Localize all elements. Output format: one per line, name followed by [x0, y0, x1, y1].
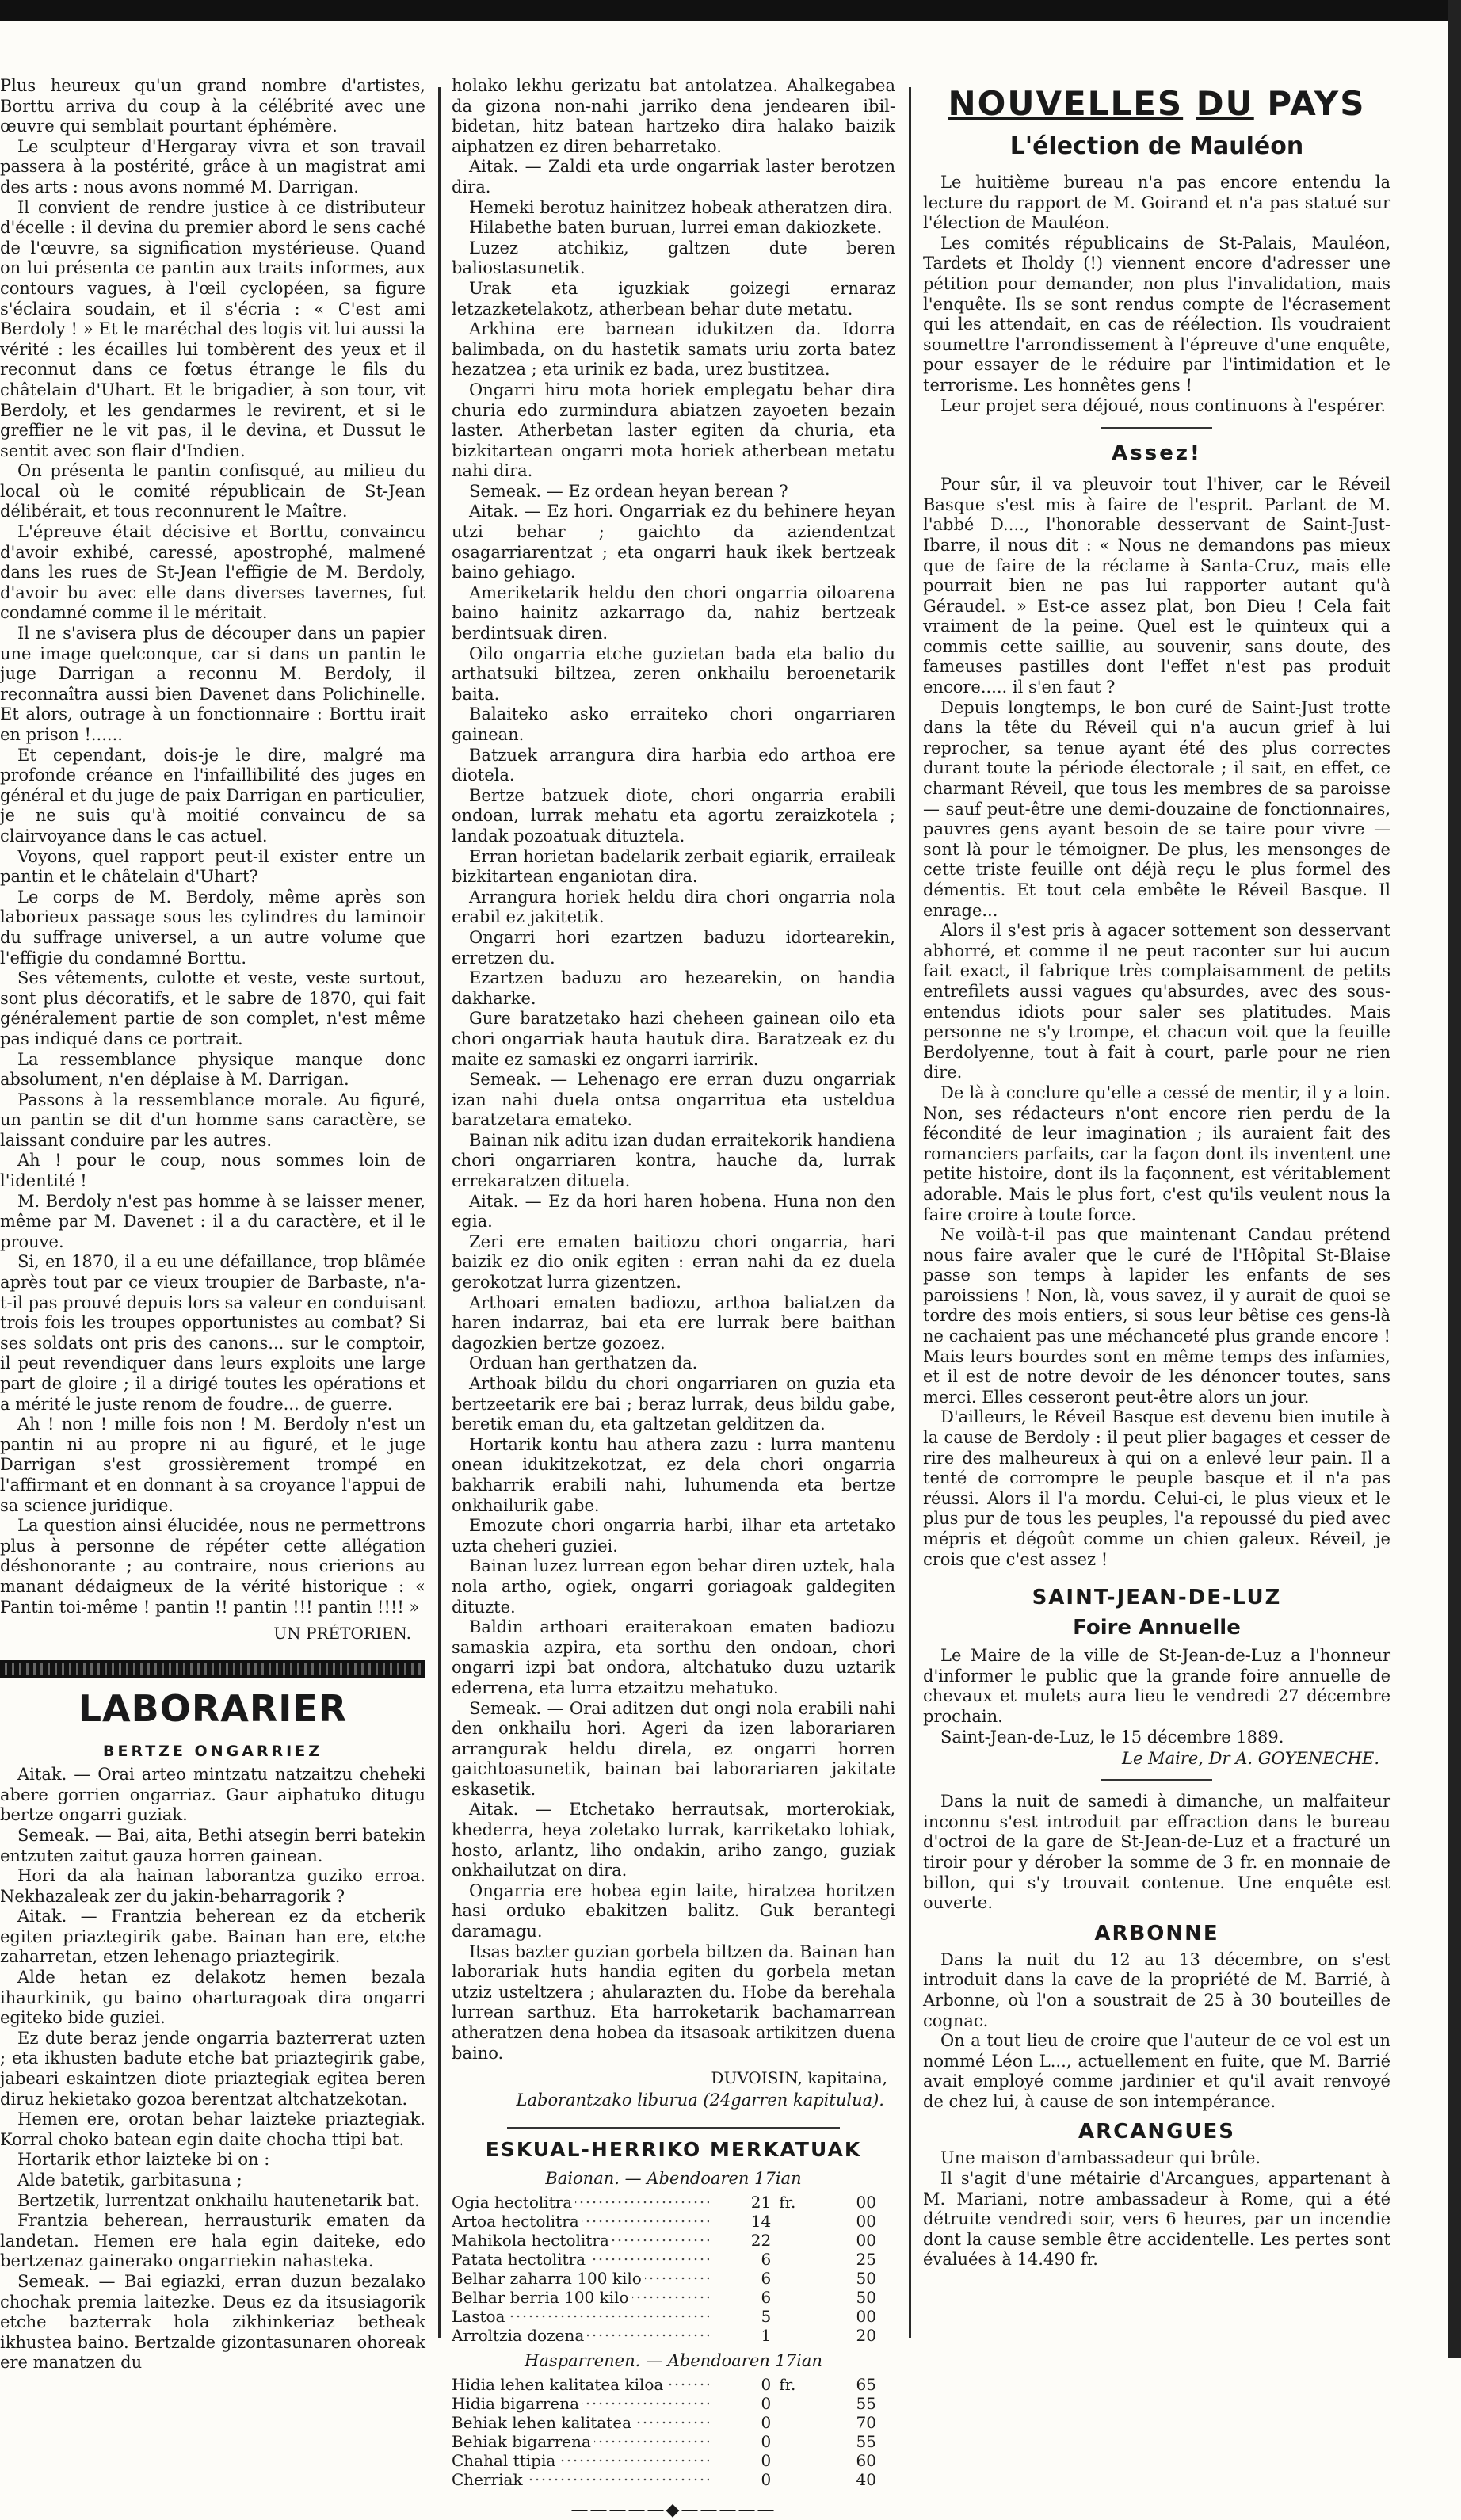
paragraph: Aitak. — Ez da hori haren hobena. Huna non den egia. [452, 1191, 895, 1231]
market-item-cents: 25 [856, 2250, 876, 2270]
paragraph: Alors il s'est pris à agacer sottement son desservant abhorré, et comme il ne peut raconter sur lui aucun fait exact, il fabrique très complaisamment de petits entrefilets aussi vagues qu'absurdes, avec des sous-entendus idiots pour saler ses platitudes. Mais personne ne s'y trompe, et chacun voit que la feuille Berdolyenne, tout à fait à court, parle pour ne rien dire. [923, 921, 1390, 1082]
paragraph: Il ne s'avisera plus de découper dans un papier une image quelconque, car si dans un pantin le juge Darrigan a reconnu M. Berdoly, il reconnaîtra aussi bien Davenet dans Polichinelle. Et alors, outrage à un fonctionnaire : Borttu irait en prison !...... [0, 624, 425, 744]
market-item-unit [771, 2394, 833, 2413]
paragraph: On a tout lieu de croire que l'auteur de ce vol est un nommé Léon L..., actuellement en fuite, que M. Barrié avait employé comme jardinier et qu'il avait renvoyé de chez lui, à cause de son intempérance. [923, 2031, 1390, 2111]
top-border [0, 0, 1461, 21]
market-item-unit [771, 2212, 833, 2231]
paragraph: Hortarik kontu hau athera zazu : lurra mantenu onean idukitzekotzat, ez dela chori ongarria bakharrik erabili nahi, luhumenda eta bertze onkhailurik gabe. [452, 1434, 895, 1515]
section-title-merkatuak: ESKUAL-HERRIKO MERKATUAK [485, 2138, 862, 2162]
paragraph: Semeak. — Bai, aita, Bethi atsegin berri batekin entzuten zaitut gauza horren gainean. [0, 1825, 425, 1865]
market-item-name: Belhar zaharra 100 kilo [452, 2269, 709, 2288]
market-item-price: 6 [761, 2269, 772, 2289]
market-heading-bayonne: Baionan. — Abendoaren 17ian [545, 2169, 802, 2189]
market-item-price: 0 [761, 2451, 772, 2471]
paragraph: Aitak. — Frantzia beherean ez da etcherik egiten priaztegirik gabe. Bainan han ere, etche zaharretan, etzen lehenago priaztegirik. [0, 1907, 425, 1967]
market-item-name: Chahal ttipia [452, 2451, 709, 2470]
paragraph: Orduan han gerthatzen da. [469, 1354, 698, 1373]
market-row [452, 2307, 895, 2326]
headline-assez: Assez! [1112, 441, 1202, 466]
market-item-price: 6 [761, 2250, 772, 2270]
paragraph: Le Maire de la ville de St-Jean-de-Luz a l'honneur d'informer le public que la grande foire annuelle de chevaux et mulets aura lieu le vendredi 27 décembre prochain. [923, 1646, 1390, 1726]
market-item-cents: 55 [856, 2432, 876, 2452]
paragraph: Passons à la ressemblance morale. Au figuré, un pantin se dit d'un homme sans caractère, se laissant conduire par les autres. [0, 1090, 425, 1150]
market-row [452, 2413, 895, 2432]
market-row [452, 2231, 895, 2250]
article-source: Laborantzako liburua (24garren kapitulua). [516, 2090, 884, 2110]
paragraph: Le sculpteur d'Hergaray vivra et son travail passera à la postérité, grâce à un magistrat ami des arts : nous avons nommé M. Darrigan. [0, 136, 425, 197]
paragraph: Frantzia beherean, herrausturik ematen da landetan. Hemen ere hala egin daiteke, edo bertzenaz gainerako ongarriekin nahasteka. [0, 2211, 425, 2271]
market-item-unit [771, 2326, 833, 2345]
paragraph: Dans la nuit de samedi à dimanche, un malfaiteur inconnu s'est introduit par effraction dans le bureau d'octroi de la gare de St-Jean-de-Luz et a fracturé un tiroir pour y dérober la somme de 3 fr. en monnaie de billon, qui s'y trouvait contenue. Une enquête est ouverte. [923, 1792, 1390, 1913]
paragraph: Bainan luzez lurrean egon behar diren uztek, hala nola artho, ogiek, ongarri goriagoak galdegiten dituzte. [452, 1556, 895, 1617]
paragraph: Semeak. — Ez ordean heyan berean ? [469, 481, 788, 501]
paragraph: Arthoak bildu du chori ongarriaren on guzia eta bertzeetarik ere bai ; beraz lurrak, deus bildu gabe, beretik eman du, eta galtzetan gelditzen da. [452, 1374, 895, 1434]
paragraph: Bainan nik aditu izan dudan erraitekorik handiena chori ongarriaren kontra, hauche da, lurrak errekaratzen dituela. [452, 1130, 895, 1191]
paragraph: Semeak. — Lehenago ere erran duzu ongarriak izan nahi duela ontsa ongarritua eta usteldua baratzetara emateko. [452, 1070, 895, 1130]
market-item-price: 14 [750, 2212, 772, 2232]
market-item-unit: fr. [779, 2193, 796, 2213]
market-item-name: Cherriak [452, 2470, 709, 2489]
paragraph: Zeri ere ematen baitiozu chori ongarria, hari baizik ez dio onik egiten : erran nahi da ez duela gerokotzat lurra gizentzen. [452, 1231, 895, 1292]
paragraph: Depuis longtemps, le bon curé de Saint-Just trotte dans la tête du Réveil qui n'a aucun grief à lui reprocher, sa tenue ayant été des plus correctes durant toute la période électorale ; il sait, en effet, ce charmant Réveil, que tous les membres de sa paroisse — sauf peut-être une demi-douzaine de fonctionnaires, pauvres gens ayant besoin de se taire pour vivre — sont là pour le témoigner. De plus, les mensonges de cette triste feuille ont déjà reçu le plus formel des démentis. Et tout cela embête le Réveil Basque. Il enrage... [923, 697, 1390, 920]
paragraph: Aitak. — Etchetako herrautsak, morterokiak, khederra, heya zoletako lurrak, karriketako lohiak, hosto, arlantz, liho ondakin, ariho zango, guziak onkhailutzat on dira. [452, 1800, 895, 1880]
headline-election: L'élection de Mauléon [1009, 132, 1304, 160]
paragraph: Hortarik ethor laizteke bi on : [17, 2150, 270, 2170]
paragraph: Hemeki berotuz hainitzez hobeak atheratzen dira. [469, 197, 894, 217]
paragraph: Voyons, quel rapport peut-il exister entre un pantin et le châtelain d'Uhart? [0, 846, 425, 887]
paragraph: Arrangura horiek heldu dira chori ongarria nola erabil ez jakitetik. [452, 887, 895, 927]
paragraph: Hemen ere, orotan behar laizteke priaztegiak. Korral choko batean egin daite chocha ttipi bat. [0, 2110, 425, 2149]
market-row [452, 2326, 895, 2345]
market-item-cents: 55 [856, 2394, 876, 2414]
market-row [452, 2288, 895, 2307]
paragraph: Dans la nuit du 12 au 13 décembre, on s'est introduit dans la cave de la propriété de M. Barrié, à Arbonne, où l'on a soustrait de 25 à 30 bouteilles de cognac. [923, 1949, 1390, 2030]
market-item-price: 0 [761, 2470, 772, 2490]
paragraph: Oilo ongarria etche guzietan bada eta balio du arthatsuki biltzea, zeren onkhailu beroenetarik baita. [452, 643, 895, 704]
column-rule [909, 87, 911, 2338]
market-item-cents: 00 [856, 2212, 876, 2232]
market-item-price: 1 [761, 2326, 772, 2346]
paragraph: Luzez atchikiz, galtzen dute beren baliostasunetik. [452, 238, 895, 278]
market-row [452, 2451, 895, 2470]
paragraph: Ongarri hiru mota horiek emplegatu behar dira churia edo zurmindura abiatzen zayoeten bezain laster. Atherbetan laster egiten da churia, eta bizkitartean ongarri mota horiek atherbean metatu nahi dira. [452, 380, 895, 481]
divider [507, 2127, 840, 2129]
market-row [452, 2470, 895, 2489]
market-item-name: Arroltzia dozena [452, 2326, 709, 2345]
right-border [1448, 0, 1461, 2358]
market-item-price: 0 [761, 2413, 772, 2433]
section-title-nouvelles: NOUVELLES DU PAYS [948, 84, 1366, 123]
paragraph: Ezartzen baduzu aro hezearekin, on handia dakharke. [452, 968, 895, 1008]
market-row [452, 2432, 895, 2451]
market-item-unit [771, 2470, 833, 2489]
market-heading-hasparren: Hasparrenen. — Abendoaren 17ian [525, 2351, 822, 2371]
paragraph: Aitak. — Ez hori. Ongarriak ez du behinere heyan utzi behar ; gaichto da aziendentzat osagarriarentzat ; eta ongarri hauk ikek bertzeak baino gehiago. [452, 502, 895, 582]
market-item-unit [771, 2307, 833, 2326]
headline-arbonne: ARBONNE [1094, 1921, 1219, 1945]
paragraph: L'épreuve était décisive et Borttu, convaincu d'avoir exhibé, caressé, apostrophé, malmené dans les rues de St-Jean l'effigie de M. Berdoly, d'avoir bu avec elle dans diverses tavernes, fut condamné comme il le méritait. [0, 522, 425, 623]
market-item-name: Artoa hectolitra [452, 2212, 709, 2231]
market-item-price: 0 [761, 2432, 772, 2452]
market-item-name: Patata hectolitra [452, 2250, 709, 2269]
paragraph: Une maison d'ambassadeur qui brûle. [940, 2148, 1261, 2168]
paragraph: Ez dute beraz jende ongarria bazterrerat uzten ; eta ikhusten badute etche bat priaztegirik gabe, jabeari eskaintzen diote priaztegiak egitea beren diruz hekietako gozoa berentzat altchatzekotan. [0, 2028, 425, 2109]
market-item-cents: 40 [856, 2470, 876, 2490]
headline-foire: Foire Annuelle [1073, 1616, 1241, 1640]
paragraph: Arkhina ere barnean idukitzen da. Idorra balimbada, on du hastetik samats uriu zorta batez hezatzea ; eta urinik ez bada, urez bustitzea. [452, 319, 895, 380]
market-item-cents: 70 [856, 2413, 876, 2433]
paragraph: Hori da ala hainan laborantza guziko erroa. Nekhazaleak zer du jakin-beharragorik ? [0, 1866, 425, 1906]
market-item-unit [771, 2451, 833, 2470]
paragraph: M. Berdoly n'est pas homme à se laisser mener, même par M. Davenet : il a du caractère, et il le prouve. [0, 1191, 425, 1251]
article-laborarier-continued [452, 76, 895, 2110]
market-item-unit [771, 2413, 833, 2432]
paragraph: On présenta le pantin confisqué, au milieu du local où le comité républicain de St-Jean délibérait, et tous reconnurent le Maître. [0, 461, 425, 521]
section-title-laborarier: LABORARIER [78, 1687, 348, 1731]
market-item-price: 6 [761, 2288, 772, 2308]
market-item-name: Hidia lehen kalitatea kiloa [452, 2375, 709, 2394]
market-item-name: Belhar berria 100 kilo [452, 2288, 709, 2307]
paragraph: Batzuek arrangura dira harbia edo arthoa ere diotela. [452, 745, 895, 785]
paragraph: La question ainsi élucidée, nous ne permettrons plus à personne de répéter cette allégation déshonorante ; au contraire, nous crierions au manant dédaigneux de la vérité historique : « Pantin toi-même ! pantin !! pantin !!! pantin !!!! » [0, 1516, 425, 1617]
market-row [452, 2193, 895, 2212]
column-left [0, 76, 425, 2373]
market-item-price: 21 [750, 2193, 772, 2213]
paragraph: Semeak. — Orai aditzen dut ongi nola erabili nahi den onkhailu hori. Ageri da izen laborariaren arrangurak heldu direla, ez ongarri horren gaichtoasunetik, bainan bai laborariaren jakitate eskasetik. [452, 1698, 895, 1799]
paragraph: Ameriketarik heldu den chori ongarria oiloarena baino hainitz azkarrago da, nahiz bertzeak berdintsuak diren. [452, 582, 895, 643]
paragraph: Il s'agit d'une métairie d'Arcangues, appartenant à M. Mariani, notre ambassadeur à Rome, qui a été détruite vendredi soir, vers 6 heures, par un incendie dont la cause semble être accidentelle. Les pertes sont évaluées à 14.490 fr. [923, 2169, 1390, 2270]
paragraph: Ongarri hori ezartzen baduzu idortearekin, erretzen du. [452, 927, 895, 968]
market-item-unit [771, 2288, 833, 2307]
market-item-name: Behiak bigarrena [452, 2432, 709, 2451]
market-item-cents: 00 [856, 2307, 876, 2327]
market-item-name: Behiak lehen kalitatea [452, 2413, 709, 2432]
market-item-cents: 20 [856, 2326, 876, 2346]
paragraph: Bertzetik, lurrentzat onkhailu hautenetarik bat. [17, 2190, 420, 2210]
paragraph: Pour sûr, il va pleuvoir tout l'hiver, car le Réveil Basque s'est mis à faire de l'esprit. Parlant de M. l'abbé D...., l'honorable desservant de Saint-Just-Ibarre, il nous dit : « Nous ne demandons pas mieux que de faire de la réclame à Santa-Cruz, mais elle pourrait bien ne pas lui rapporter autant qu'à Géraudel. » Est-ce assez plat, bon Dieu ! Cela fait vraiment de la peine. Quel est le quinteux qui a commis cette saillie, au souvenir, sans doute, des fameuses pastilles dont l'effet n'est pas produit encore..... il s'en faut ? [923, 475, 1390, 697]
paragraph: Bertze batzuek diote, chori ongarria erabili ondoan, lurrak mehatu eta agortu zeraizkotela ; landak pozoatuak dituztela. [452, 785, 895, 846]
market-item-price: 0 [761, 2375, 772, 2395]
market-item-price: 22 [750, 2231, 772, 2251]
paragraph: Aitak. — Orai arteo mintzatu natzaitzu cheheki abere gorrien ongarriaz. Gaur aiphatuko ditugu bertze ongarri guziak. [0, 1765, 425, 1825]
paragraph: Le corps de M. Berdoly, même après son laborieux passage sous les cylindres du laminoir du suffrage universel, a un autre volume que l'effigie du condamné Borttu. [0, 887, 425, 968]
market-item-unit [771, 2250, 833, 2269]
market-row [452, 2250, 895, 2269]
paragraph: Plus heureux qu'un grand nombre d'artistes, Borttu arriva du coup à la célébrité avec une œuvre qui semblait pourtant éphémère. [0, 76, 425, 136]
article-pantin [0, 76, 425, 1643]
article-laborarier [0, 1765, 425, 2373]
ornament: —————◆————— [570, 2500, 776, 2520]
article-signature: UN PRÉTORIEN. [273, 1624, 411, 1644]
market-item-name: Lastoa [452, 2307, 709, 2326]
market-item-cents: 60 [856, 2451, 876, 2471]
paragraph: holako lekhu gerizatu bat antolatzea. Ahalkegabea da gizona non-nahi jarriko dena jendearen ibil-bidetan, hitz batean hartzeko dira halako baizik aiphatzen ez diren beharretako. [452, 76, 895, 156]
paragraph: Le huitième bureau n'a pas encore entendu la lecture du rapport de M. Goirand et n'a pas statué sur l'élection de Mauléon. [923, 173, 1390, 233]
market-item-name: Ogia hectolitra [452, 2193, 709, 2212]
market-item-name: Hidia bigarrena [452, 2394, 709, 2413]
paragraph: Gure baratzetako hazi cheheen gainean oilo eta chori ongarriak hauta hautuk dira. Baratzeak ez du maite ez samaski ez ongarri iarririk. [452, 1009, 895, 1069]
paragraph: Leur projet sera déjoué, nous continuons à l'espérer. [940, 395, 1387, 415]
paragraph: Erran horietan badelarik zerbait egiarik, erraileak bizkitartean enganiotan dira. [452, 846, 895, 887]
column-rule [438, 87, 441, 2338]
headline-arcangues: ARCANGUES [1078, 2120, 1236, 2144]
ornamental-band [0, 1660, 425, 1678]
headline-saint-jean-de-luz: SAINT-JEAN-DE-LUZ [1032, 1586, 1282, 1610]
market-item-cents: 50 [856, 2288, 876, 2308]
paragraph: Alde hetan ez delakotz hemen bezala ihaurkinik, gu baino oharturagoak dira ongarri egiteko bide guziei. [0, 1968, 425, 2028]
market-item-unit [771, 2231, 833, 2250]
paragraph: Ses vêtements, culotte et veste, veste surtout, sont plus décoratifs, et le sabre de 1870, qui fait généralement partie de son complet, n'est même pas indiqué dans ce portrait. [0, 968, 425, 1048]
divider [1101, 1779, 1212, 1781]
paragraph: Et cependant, dois-je le dire, malgré ma profonde créance en l'infaillibilité des juges en général et du juge de paix Darrigan en particulier, je ne suis qu'à moitié convaincu de sa clairvoyance dans le cas actuel. [0, 745, 425, 846]
paragraph: Saint-Jean-de-Luz, le 15 décembre 1889. [940, 1727, 1284, 1747]
foire-signature: Le Maire, Dr A. GOYENECHE. [1122, 1749, 1379, 1769]
market-table-hasparren [452, 2375, 895, 2489]
paragraph: Semeak. — Bai egiazki, erran duzun bezalako chochak premia laitezke. Deus ez da itsusiagorik etche bazterrak hola zikhinkeriaz betheak ikhustea baino. Bertzalde gizontasunaren ohoreak ere manatzen du [0, 2271, 425, 2373]
paragraph: Ne voilà-t-il pas que maintenant Candau prétend nous faire avaler que le curé de l'Hôpital St-Blaise passe son temps à lapider les enfants de ses paroissiens ! Non, là, vous savez, il y aurait de quoi se tordre des mois entiers, si sous leur bêtise ces gens-là ne cachaient pas une méchanceté plus grande encore ! Mais leurs bourdes sont en même temps des infamies, et il est de notre devoir de les dénoncer toutes, sans merci. Elles cesseront peut-être alors un jour. [923, 1225, 1390, 1407]
paragraph: La ressemblance physique manque donc absolument, n'en déplaise à M. Darrigan. [0, 1049, 425, 1090]
market-item-cents: 00 [856, 2193, 876, 2213]
paragraph: Ah ! pour le coup, nous sommes loin de l'identité ! [0, 1151, 425, 1191]
paragraph: Ah ! non ! mille fois non ! M. Berdoly n'est un pantin ni au propre ni au figuré, et le juge Darrigan s'est grossièrement trompé en l'affirmant et en donnant à sa croyance l'appui de sa science juridique. [0, 1415, 425, 1515]
market-item-name: Mahikola hectolitra [452, 2231, 709, 2250]
paragraph: Urak eta iguzkiak goizegi ernaraz letzazketelakotz, atherbean behar dute metatu. [452, 278, 895, 319]
paragraph: Hilabethe baten buruan, lurrei eman dakiozkete. [469, 218, 883, 238]
paragraph: Il convient de rendre justice à ce distributeur d'écelle : il devina du premier abord le sens caché de l'œuvre, sa signification mystérieuse. Quand on lui présenta ce pantin aux traits informes, aux contours vagues, à l'œil cyclopéen, sa figure s'éclaira soudain, et il s'écria : « C'est ami Berdoly ! » Et le maréchal des logis vit lui aussi la vérité : les écailles lui tombèrent des yeux et il reconnut dans ce fœtus étrange le fils du châtelain d'Uhart. Et le brigadier, à son tour, vit Berdoly, et les gendarmes le revirent, et si le greffier ne le vit pas, il le devina, et Dussut le sentit avec son flair d'Indien. [0, 197, 425, 460]
market-item-price: 0 [761, 2394, 772, 2414]
paragraph: Emozute chori ongarria harbi, ilhar eta artetako uzta cheheri guziei. [452, 1516, 895, 1556]
paragraph: Baldin arthoari eraiterakoan ematen badiozu samaskia azpira, eta sorthu den ondoan, chori ongarri izpi bat ondora, altchatuko duzu uztarik ederrena, eta lurra etzaitzu mehatuko. [452, 1617, 895, 1697]
market-item-cents: 00 [856, 2231, 876, 2251]
article-signature: DUVOISIN, kapitaina, [711, 2068, 887, 2088]
paragraph: Itsas bazter guzian gorbela biltzen da. Bainan han laborariak huts handia egiten du gorbela metan utziz usteltzera ; ahularazten du. Hobe da berehala lurrean sarthuz. Eta harroketarik bachamarrean atheratzen dena hobea da itsasoak artikitzen duena baino. [452, 1942, 895, 2063]
paragraph: D'ailleurs, le Réveil Basque est devenu bien inutile à la cause de Berdoly : il peut plier bagages et cesser de rire des malheureux à qui on a enlevé leur pain. Il a tenté de corrompre le peuple basque et il n'a pas réussi. Alors il l'a mordu. Celui-ci, le plus vieux et le plus pur de tous les peuples, l'a repoussé du pied avec mépris et dégoût comme un chien galeux. Réveil, je crois que c'est assez ! [923, 1407, 1390, 1569]
market-item-price: 5 [761, 2307, 772, 2327]
market-table-bayonne [452, 2193, 895, 2345]
market-row [452, 2394, 895, 2413]
paragraph: Ongarria ere hobea egin laite, hiratzea horitzen hasi orduko ebakitzen balitz. Guk berantegi daramagu. [452, 1880, 895, 1942]
paragraph: Aitak. — Zaldi eta urde ongarriak laster berotzen dira. [452, 157, 895, 197]
market-item-unit: fr. [779, 2375, 796, 2395]
market-item-unit [771, 2432, 833, 2451]
divider [1101, 427, 1212, 429]
market-row [452, 2375, 895, 2394]
market-row [452, 2269, 895, 2288]
paragraph: Si, en 1870, il a eu une défaillance, trop blâmée après tout par ce vieux troupier de Barbaste, n'a-t-il pas prouvé depuis lors sa valeur en conduisant trois fois les troupes opportunistes au combat? Si ses soldats ont pris des canons... sur le comptoir, il peut revendiquer dans leurs exploits une large part de gloire ; il a dirigé toutes les opérations et a mérité le juste renom de foudre... de guerre. [0, 1252, 425, 1414]
paragraph: De là à conclure qu'elle a cessé de mentir, il y a loin. Non, ses rédacteurs n'ont encore rien perdu de la fécondité de leur imagination ; ils auraient fait des romanciers parfaits, car la façon dont ils inventent une petite histoire, dont ils la façonnent, est véritablement adorable. Mais le plus fort, c'est qu'ils veulent nous la faire croire à toute force. [923, 1082, 1390, 1224]
paragraph: Les comités républicains de St-Palais, Mauléon, Tardets et Iholdy (!) viennent encore d'adresser une pétition pour demander, non plus l'invalidation, mais l'enquête. Ils se sont rendus compte de l'écrasement qui les attendait, en cas de réélection. Ils voudraient soumettre l'arrondissement à l'épreuve d'une enquête, pour essayer de le réduire par l'intimidation et le terrorisme. Les honnêtes gens ! [923, 233, 1390, 395]
column-right [923, 76, 1390, 2350]
paragraph: Alde batetik, garbitasuna ; [17, 2171, 242, 2190]
market-item-cents: 65 [856, 2375, 876, 2395]
market-item-unit [771, 2269, 833, 2288]
market-row [452, 2212, 895, 2231]
section-subtitle: BERTZE ONGARRIEZ [102, 1743, 322, 1761]
market-item-cents: 50 [856, 2269, 876, 2289]
column-middle [452, 76, 895, 2520]
paragraph: Arthoari ematen badiozu, arthoa baliatzen da haren indarraz, bai eta ere lurrak bere baithan dagozkien bertze gozoez. [452, 1292, 895, 1353]
paragraph: Balaiteko asko erraiteko chori ongarriaren gainean. [452, 704, 895, 744]
